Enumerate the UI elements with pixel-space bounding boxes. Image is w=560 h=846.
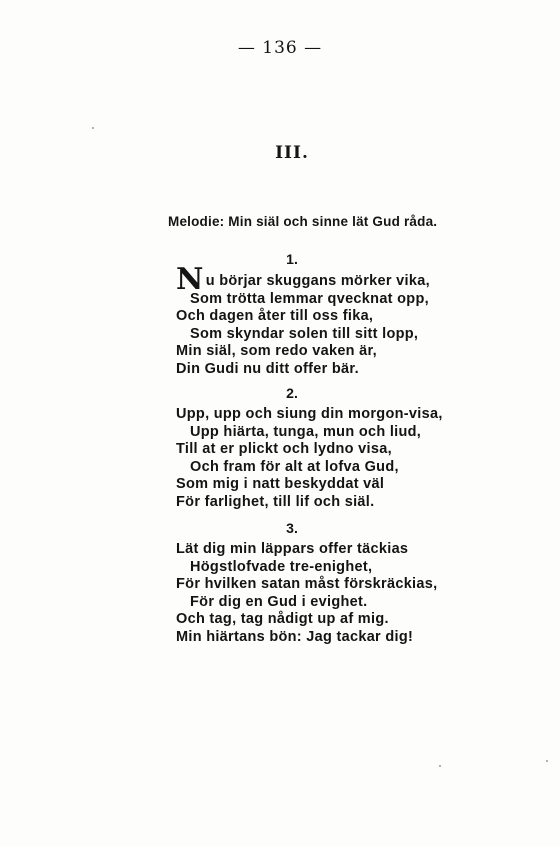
verse-1-line-1: [176, 262, 430, 297]
verse-2-line-1: Upp, upp och siung din morgon-visa,: [176, 406, 443, 422]
verse-number-3: 3.: [286, 520, 298, 536]
verse-2-line-4: Och fram för alt at lofva Gud,: [190, 458, 399, 475]
verse-1-line-4: Som skyndar solen till sitt lopp,: [190, 325, 419, 342]
page-number: — 136 —: [237, 38, 323, 58]
paper-speck: [439, 765, 441, 767]
verse-3-line-5: Och tag, tag nådigt up af mig.: [176, 611, 389, 627]
verse-3-line-2: Högstlofvade tre-enighet,: [190, 558, 373, 575]
section-title: III.: [275, 143, 309, 163]
verse-1-line-3: Och dagen åter till oss fika,: [176, 308, 374, 324]
verse-number-1: 1.: [286, 251, 298, 267]
paper-speck: [546, 760, 548, 762]
verse-3-line-1: Lät dig min läppars offer täckias: [176, 541, 409, 557]
verse-1-line-5: Min siäl, som redo vaken är,: [176, 343, 378, 359]
verse-2-line-5: Som mig i natt beskyddat väl: [176, 476, 385, 492]
verse-3-line-4: För dig en Gud i evighet.: [190, 593, 368, 610]
verse-2-line-2: Upp hiärta, tunga, mun och liud,: [190, 423, 422, 440]
verse-3-line-3: För hvilken satan måst förskräckias,: [176, 576, 438, 592]
verse-3: [176, 541, 437, 646]
verse-1-line-6: Din Gudi nu ditt offer bär.: [176, 360, 359, 377]
paper-speck: [92, 127, 94, 129]
verse-2: [176, 406, 443, 511]
verse-2-line-3: Till at er plickt och lydno visa,: [176, 441, 392, 457]
verse-1-line-2: Som trötta lemmar qvecknat opp,: [190, 290, 429, 307]
verse-1-line-1-text: u börjar skuggans mörker vika,: [205, 273, 430, 289]
verse-3-line-6: Min hiärtans bön: Jag tackar dig!: [176, 628, 414, 645]
verse-number-2: 2.: [286, 385, 298, 401]
melody-line: Melodie: Min siäl och sinne lät Gud råda.: [168, 214, 438, 229]
dropcap: N: [176, 262, 204, 297]
verse-1: [176, 262, 430, 378]
verse-2-line-6: För farlighet, till lif och siäl.: [176, 493, 375, 510]
